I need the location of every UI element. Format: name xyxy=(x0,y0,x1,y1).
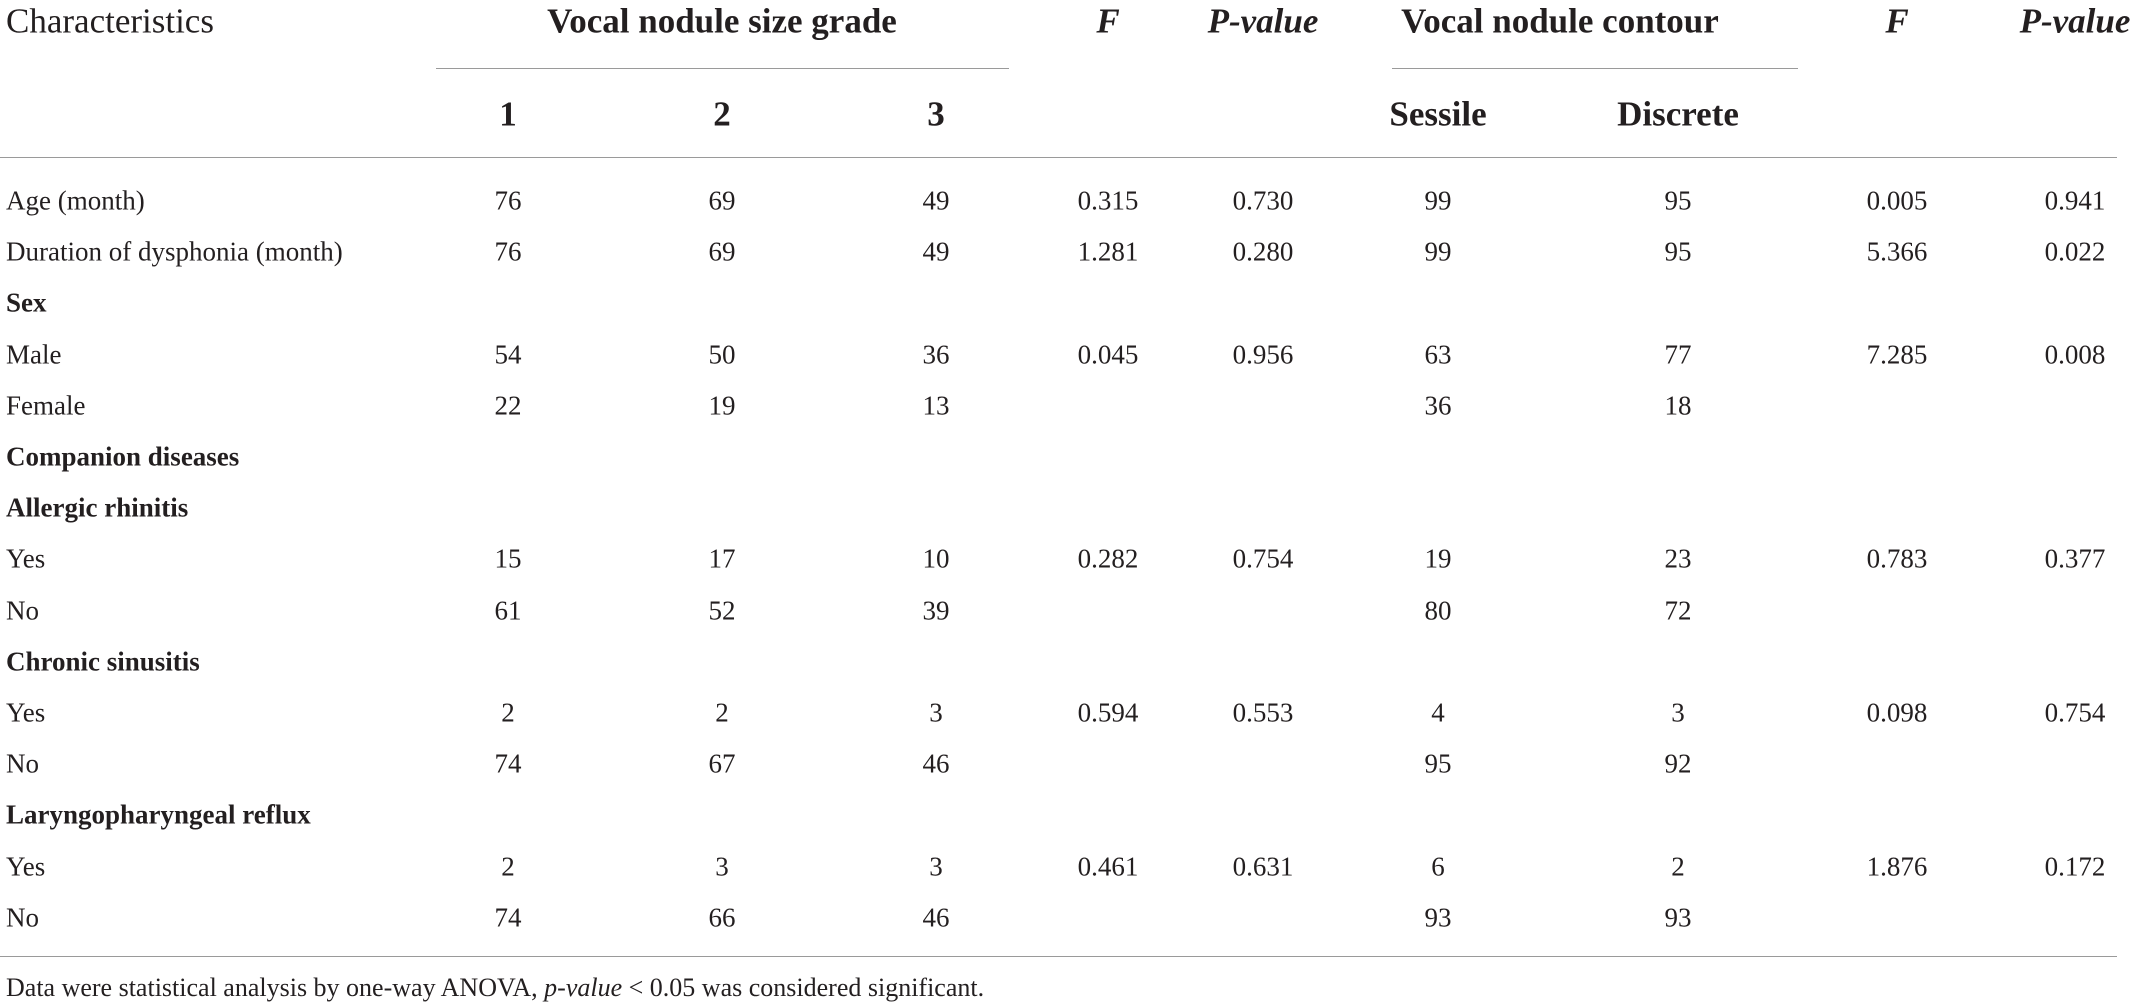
cell-p-value-size: 0.631 xyxy=(1232,851,1294,882)
cell-grade-1: 61 xyxy=(494,595,522,626)
cell-sessile: 6 xyxy=(1431,851,1445,882)
footnote-italic-term: p-value xyxy=(544,973,623,1002)
size-group-underline xyxy=(436,68,1009,69)
cell-grade-3: 49 xyxy=(922,236,950,267)
cell-grade-2: 50 xyxy=(708,339,736,370)
cell-p-value-contour: 0.172 xyxy=(2044,851,2106,882)
cell-grade-2: 66 xyxy=(708,902,736,933)
section-heading: Companion diseases xyxy=(6,441,240,472)
cell-f-contour: 7.285 xyxy=(1866,339,1928,370)
cell-p-value-size: 0.754 xyxy=(1232,543,1294,574)
cell-grade-1: 15 xyxy=(494,543,522,574)
cell-discrete: 18 xyxy=(1664,390,1692,421)
cell-grade-3: 46 xyxy=(922,748,950,779)
header-grade-2: 2 xyxy=(713,94,731,134)
cell-f-size: 0.045 xyxy=(1077,339,1139,370)
cell-f-contour: 0.098 xyxy=(1866,697,1928,728)
cell-grade-3: 39 xyxy=(922,595,950,626)
cell-discrete: 77 xyxy=(1664,339,1692,370)
cell-sessile: 93 xyxy=(1424,902,1452,933)
footnote-text-start: Data were statistical analysis by one-way ANOVA, xyxy=(6,973,545,1002)
cell-p-value-size: 0.730 xyxy=(1232,185,1294,216)
table-footnote xyxy=(6,973,984,1003)
row-label: Age (month) xyxy=(6,185,145,216)
cell-f-contour: 1.876 xyxy=(1866,851,1928,882)
row-label: No xyxy=(6,595,39,626)
cell-discrete: 95 xyxy=(1664,185,1692,216)
cell-f-contour: 5.366 xyxy=(1866,236,1928,267)
cell-grade-1: 54 xyxy=(494,339,522,370)
cell-grade-2: 3 xyxy=(715,851,729,882)
cell-f-size: 0.461 xyxy=(1077,851,1139,882)
cell-grade-1: 76 xyxy=(494,236,522,267)
cell-sessile: 63 xyxy=(1424,339,1452,370)
cell-p-value-contour: 0.008 xyxy=(2044,339,2106,370)
cell-discrete: 2 xyxy=(1671,851,1685,882)
cell-grade-3: 13 xyxy=(922,390,950,421)
cell-f-size: 0.594 xyxy=(1077,697,1139,728)
cell-discrete: 23 xyxy=(1664,543,1692,574)
section-heading: Chronic sinusitis xyxy=(6,646,200,677)
cell-sessile: 99 xyxy=(1424,185,1452,216)
header-f-contour: F xyxy=(1885,1,1909,41)
header-p-value-size: P-value xyxy=(1207,1,1319,41)
cell-f-size: 0.282 xyxy=(1077,543,1139,574)
row-label: No xyxy=(6,902,39,933)
table-bottom-rule xyxy=(0,956,2117,957)
section-heading: Laryngopharyngeal reflux xyxy=(6,799,311,830)
cell-grade-3: 10 xyxy=(922,543,950,574)
row-label: Yes xyxy=(6,851,46,882)
cell-p-value-size: 0.553 xyxy=(1232,697,1294,728)
header-sessile: Sessile xyxy=(1389,94,1487,134)
cell-discrete: 72 xyxy=(1664,595,1692,626)
header-characteristics: Characteristics xyxy=(6,1,214,41)
header-discrete: Discrete xyxy=(1617,94,1739,134)
cell-grade-3: 46 xyxy=(922,902,950,933)
cell-discrete: 93 xyxy=(1664,902,1692,933)
cell-f-size: 0.315 xyxy=(1077,185,1139,216)
header-contour-group: Vocal nodule contour xyxy=(1401,1,1719,41)
cell-grade-2: 19 xyxy=(708,390,736,421)
cell-grade-2: 17 xyxy=(708,543,736,574)
cell-sessile: 19 xyxy=(1424,543,1452,574)
cell-discrete: 3 xyxy=(1671,697,1685,728)
cell-f-contour: 0.783 xyxy=(1866,543,1928,574)
cell-grade-2: 52 xyxy=(708,595,736,626)
cell-grade-3: 3 xyxy=(929,697,943,728)
row-label: Yes xyxy=(6,543,46,574)
cell-grade-2: 69 xyxy=(708,236,736,267)
row-label: Female xyxy=(6,390,86,421)
cell-grade-1: 74 xyxy=(494,902,522,933)
cell-grade-2: 67 xyxy=(708,748,736,779)
cell-sessile: 80 xyxy=(1424,595,1452,626)
header-grade-1: 1 xyxy=(499,94,517,134)
cell-p-value-contour: 0.377 xyxy=(2044,543,2106,574)
row-label: Yes xyxy=(6,697,46,728)
cell-p-value-size: 0.956 xyxy=(1232,339,1294,370)
section-heading: Sex xyxy=(6,287,47,318)
cell-grade-3: 49 xyxy=(922,185,950,216)
header-bottom-rule xyxy=(0,157,2117,158)
header-f-size: F xyxy=(1096,1,1120,41)
cell-p-value-contour: 0.941 xyxy=(2044,185,2106,216)
row-label: Duration of dysphonia (month) xyxy=(6,236,343,267)
cell-grade-2: 2 xyxy=(715,697,729,728)
cell-sessile: 99 xyxy=(1424,236,1452,267)
cell-grade-1: 2 xyxy=(501,697,515,728)
header-size-grade-group: Vocal nodule size grade xyxy=(547,1,897,41)
cell-grade-1: 2 xyxy=(501,851,515,882)
cell-discrete: 95 xyxy=(1664,236,1692,267)
cell-grade-2: 69 xyxy=(708,185,736,216)
cell-f-contour: 0.005 xyxy=(1866,185,1928,216)
cell-p-value-contour: 0.022 xyxy=(2044,236,2106,267)
cell-grade-1: 74 xyxy=(494,748,522,779)
header-grade-3: 3 xyxy=(927,94,945,134)
row-label: Male xyxy=(6,339,62,370)
cell-grade-3: 3 xyxy=(929,851,943,882)
contour-group-underline xyxy=(1392,68,1798,69)
cell-sessile: 95 xyxy=(1424,748,1452,779)
cell-grade-3: 36 xyxy=(922,339,950,370)
section-heading: Allergic rhinitis xyxy=(6,492,189,523)
cell-sessile: 36 xyxy=(1424,390,1452,421)
cell-p-value-contour: 0.754 xyxy=(2044,697,2106,728)
cell-grade-1: 76 xyxy=(494,185,522,216)
cell-f-size: 1.281 xyxy=(1077,236,1139,267)
header-p-value-contour: P-value xyxy=(2019,1,2130,41)
cell-discrete: 92 xyxy=(1664,748,1692,779)
cell-p-value-size: 0.280 xyxy=(1232,236,1294,267)
cell-grade-1: 22 xyxy=(494,390,522,421)
footnote-text-end: < 0.05 was considered significant. xyxy=(622,973,985,1002)
cell-sessile: 4 xyxy=(1431,697,1445,728)
row-label: No xyxy=(6,748,39,779)
